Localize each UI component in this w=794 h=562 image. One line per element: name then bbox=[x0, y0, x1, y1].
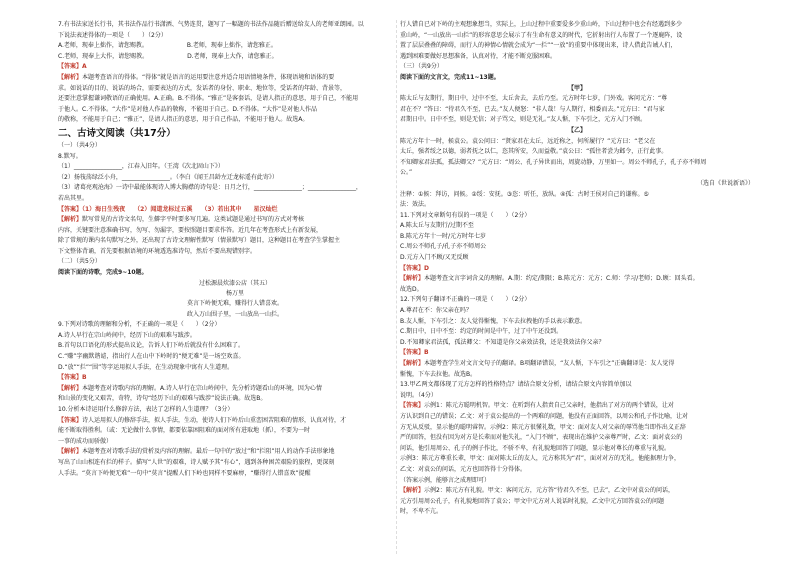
q12-options bbox=[400, 306, 754, 348]
option-line: D.元方入门不顾/又无反顾 bbox=[400, 254, 469, 262]
subsection-1: （一）（共4分） bbox=[58, 141, 101, 149]
passage-line: 陈太丘与友期行，期日中，过中不至，太丘舍去，去后乃至。元方时年七岁，门外戏。客问元方：“尊 bbox=[400, 95, 668, 103]
q9-head: 9.下列对诗歌的理解和分析，不正确的一项是（ ）（2分） bbox=[58, 321, 221, 329]
q8-analysis bbox=[58, 215, 412, 257]
analysis-line: 还要注意掌握谦词敬语的正确使用。A.正确。B.不得体。“雅正”是客套话，是请人指正的意思，用于自己，不能用 bbox=[58, 95, 359, 103]
analysis-line: 【解析】本题考查对诗歌手法的赏析及内容的理解。最后一句中的“放过”和“拦阻”用人的动作手法形象地 bbox=[58, 448, 335, 456]
analysis-line: 【解析】本题考查文言字词含义的理解。A.期：约定/期限；B.陈元方：元方；C.师：学习/老师；D.顾：回头看。 bbox=[400, 275, 699, 283]
analysis-tag: 【解析】 bbox=[58, 384, 83, 392]
question-line: 7.有书法家送长行书，其书法作品行书潇洒、气势连贯，题写了一幅题的书法作品随后赠送给友人的老师亚朗园。以 bbox=[58, 21, 364, 28]
answer-line: 一事的成功而骄傲） bbox=[58, 437, 113, 445]
answer-line: 【答案】诗人运用拟人的修辞手法，拟人手法，生动，使诗人们下岭后山重峦困苦阻难的情形，认真对待，才 bbox=[58, 416, 347, 424]
passage-line: 陈元方年十一时，候袁公。袁公问曰：“贤家君在太丘，远近称之，何所履行？”元方曰：“老父在 bbox=[400, 137, 656, 145]
question-line: A.老师，现奉上拙作，请您赐教。 B.老师，现奉上拙作，请您雅正。 bbox=[58, 42, 277, 50]
section-2-title: 二、古诗文阅读（共17分） bbox=[58, 127, 176, 139]
analysis-line: 元方引用周公孔子，有礼貌地回答了袁公；甲文中元方对人说话时礼貌，乙文中元方回答袁公的问题 bbox=[400, 497, 665, 505]
q11-answer: 【答案】D bbox=[400, 264, 429, 272]
passage-line: 不知卿家君法孤，孤法卿父？”元方曰：“周公、孔子异世而出，周旋动静，万里如一。周公不师孔子，孔子亦不师周 bbox=[400, 158, 707, 166]
passage-line: 君在不？”答曰：“待君久不至，已去。”友人便怒：“非人哉！与人期行，相委而去。”元方曰：“君与家 bbox=[400, 105, 665, 113]
q10-analysis-continued bbox=[400, 20, 754, 62]
passage-jia bbox=[400, 94, 754, 126]
q8-lines bbox=[58, 162, 412, 204]
q13-head-cont: 说明。（4分） bbox=[400, 391, 437, 399]
analysis-tag: 【答案】 bbox=[400, 402, 425, 410]
poem-author: 杨万里 bbox=[225, 290, 244, 298]
analysis-line: 重山岭，“一山放出一山拦”的形容意思会展示了有生命有意义的时代，它折射出行人布置了一个逐鹿阵，设 bbox=[400, 31, 683, 39]
option-line: A.陈太丘与友期行/过期不至 bbox=[400, 222, 474, 230]
q12-analysis bbox=[400, 359, 754, 380]
question-line: 若出其里。 bbox=[58, 194, 89, 202]
option-line: C.“赚”字幽默谐谑，指出行人在山中下岭时的“便无难”是一场空欢喜。 bbox=[58, 353, 245, 361]
poem-body bbox=[58, 299, 412, 320]
option-line: B.友人惭，下车引之：友人觉得惭愧，下车去拉拽他的手以表示歉意。 bbox=[400, 317, 587, 325]
question-line: 下说法表述得体的一项是（ ）（2分） bbox=[58, 31, 167, 39]
option-line: A.尊君在不：你父亲在吗？ bbox=[400, 307, 472, 315]
option-line: C.期日中，日中不至：约定的时间是中午，过了中午还没到。 bbox=[400, 328, 563, 336]
question-line: （2）扬筏荡绿泛小舟，________________。（李白《闻王昌龄左迁龙标遥有此寄》） bbox=[58, 173, 278, 181]
passage-jia-label: 【甲】 bbox=[567, 84, 586, 92]
analysis-line: 时，不卑不亢。 bbox=[400, 508, 443, 516]
option-line: B.首句以口语化的形式提出议论，告诉人们下岭后就没有什么困难了。 bbox=[58, 342, 245, 350]
analysis-line: 【解析】本题考查语言的得体。“得体”就是语言的运用要注意并适合用语情境条件，体现语境和语体的要 bbox=[58, 73, 335, 81]
passage-source: （选自《世说新语》） bbox=[696, 179, 754, 187]
analysis-line: 【解析】示例2：陈元方有礼貌。甲文：客问元方，元方答“待君久不至，已去”，乙文中对袁公的问话， bbox=[400, 487, 675, 495]
analysis-line: 惭愧，下车去拉他。故选B。 bbox=[400, 370, 477, 378]
left-page bbox=[58, 20, 412, 554]
answer-line: （答案示例，能够言之成理即可） bbox=[400, 476, 491, 484]
option-line: D.不知卿家君法孤，孤法卿父：不知道是你父亲效法我，还是我效法你父亲？ bbox=[400, 338, 605, 346]
q10-analysis bbox=[58, 447, 412, 479]
subsection-3: （三）（共9分） bbox=[400, 63, 443, 71]
passage-yi bbox=[400, 137, 754, 179]
q13-answer bbox=[400, 401, 754, 486]
passage-line: 太丘，强者绥之以德，弱者抚之以仁，恣其所安，久而益敬。”袁公曰：“孤往者尝为邺令，正行此事。 bbox=[400, 148, 668, 156]
q9-answer: 【答案】B bbox=[58, 374, 87, 382]
option-line: C.周公不师孔子/孔子亦不师周公 bbox=[400, 243, 487, 251]
analysis-line: 故选D。 bbox=[400, 285, 423, 293]
analysis-line: 内容，关键要注意准确书写，勿写、勿漏字，要按照题目要求作答。近几年在考查形式上有新发展， bbox=[58, 226, 323, 234]
answer-line: 方无从反驳，显示他的聪明睿智。示例2：陈元方很懂礼数，甲文：面对友人对父亲的辱骂他当即作出义正辞 bbox=[400, 423, 686, 431]
answer-line: 方认识到自己的错误；乙文：对于袁公提出的一个两难的问题，他没有正面回答，以周公和孔子作比喻，让对 bbox=[400, 412, 689, 420]
analysis-tag: 【解析】 bbox=[400, 275, 425, 283]
analysis-line: 行人错自已对下岭的主观想象想当，实际上，上山过程中重要爱多少重山岭，下山过程中也会有经遇到多少 bbox=[400, 21, 683, 28]
q7-answer: 【答案】A bbox=[58, 63, 87, 71]
question-line: （3）诸葛亮观沧海》一诗中最能体现诗人博大胸襟的诗句是：日月之行，________________；________________， bbox=[58, 184, 362, 192]
analysis-line: 求。如说话的目的、说话的场合，需要表达的方式，发话者的身份、职业、地位等，受话者的年龄、背景等， bbox=[58, 84, 347, 92]
analysis-line: 遇到困难要做好思想准备，认真对待，才能不断克服困难。 bbox=[400, 52, 557, 60]
q10-head: 10.分析本诗运用什么修辞方法，表达了怎样的人生道理？（3分） bbox=[58, 406, 234, 414]
reading-instruction: 阅读下面的诗歌，完成9~10题。 bbox=[58, 269, 148, 277]
passage-line: 公。” bbox=[400, 169, 413, 177]
poem-title: 过松源晨炊漆公店（其五） bbox=[198, 279, 271, 287]
option-line: B.陈元方年十一时/元方时年七岁 bbox=[400, 232, 487, 240]
analysis-line: 【解析】本题考查对诗歌内容的理解。A.诗人早行在宗山岭间中，先分析诗题看山的环境，因为心情 bbox=[58, 384, 322, 392]
q11-options bbox=[400, 221, 754, 263]
passage-yi-label: 【乙】 bbox=[567, 126, 586, 134]
q11-head: 11.下列对文章断句有误的一项是（ ）（2分） bbox=[400, 211, 531, 219]
question-7 bbox=[58, 20, 412, 62]
notes: 注释：①候：拜访，问候。②绥：安抚。③恣：听任，放纵。④孤：古时王侯对自己的谦称。⑤ bbox=[400, 190, 649, 198]
option-line: A.诗人早行在宗山岭间中，经历下山的艰难与跋涉。 bbox=[58, 331, 196, 339]
analysis-line: 下文整体背诵，首先要根据语境的环境透选准诗句，然后不要出现错别字。 bbox=[58, 247, 257, 255]
analysis-tag: 【答案】 bbox=[58, 416, 83, 424]
q8-head: 8.默写。 bbox=[58, 152, 82, 160]
option-line: D.“放”“拦”“围”等字运用拟人手法，在生动现象中寓有人生道理。 bbox=[58, 363, 234, 371]
analysis-tag: 【解析】 bbox=[58, 216, 83, 224]
q9-analysis bbox=[58, 384, 412, 405]
q12-head: 12.下列句子翻译不正确的一项是（ ）（2分） bbox=[400, 296, 531, 304]
analysis-line: 于他人。C.不得体。“大作”是对他人作品的敬称，不能用于自己。D.不得体。“大作”是对他人作品 bbox=[58, 105, 318, 113]
analysis-line: 置了层层叠叠的障碍，而行人的神情心情就会成为“一拦”“一放”的重要中体现出来，诗人借此告诫人们， bbox=[400, 42, 677, 50]
analysis-tag: 【解析】 bbox=[400, 360, 425, 367]
q13-analysis bbox=[400, 486, 754, 518]
analysis-line: 写出了山山相连有拦的样子。描写“人世”的艰难，诗人赋予其“有心”，遇到各种困苦艰险的旅程，更深刻 bbox=[58, 459, 335, 466]
q13-head: 13.甲乙两文都体现了元方怎样的性格特点？请结合原文分析，请结合原文内容简单加以 bbox=[400, 381, 632, 389]
answer-line: 乙文：对袁公的问话，元方也回答得十分得体。 bbox=[400, 465, 527, 473]
answer-line: 【答案】示例1：陈元方聪明机智。甲文：在听到有人指责自己父亲时，他指出了对方的两个错误，让对 bbox=[400, 402, 674, 410]
classical-reading-instruction: 阅读下面的文言文，完成11~13题。 bbox=[400, 73, 500, 81]
passage-line: 君期日中。日中不至，则是无信；对子骂父，则是无礼。”友人惭，下车引之，元方入门不顾。 bbox=[400, 116, 647, 124]
q10-answer bbox=[58, 416, 412, 448]
q12-answer: 【答案】B bbox=[400, 349, 429, 357]
analysis-tag: 【解析】 bbox=[58, 73, 83, 81]
q8-answer: 【答案】（1）海日生残夜 （2）闻道龙标过五溪 （3）若出其中 星汉灿烂 bbox=[58, 205, 278, 213]
question-line: C.老师，现奉上大作，请您赐教。 D.老师，现奉上大作，请您雅正。 bbox=[58, 52, 278, 60]
subsection-2: （二）（共5分） bbox=[58, 258, 101, 266]
analysis-line: 【解析】默写常见的古诗文名句，生僻字平时要多写几遍。这类试题是通过书写的方式对考核 bbox=[58, 216, 305, 224]
answer-line: 严的回答，但没有因为对方是长辈而对他失礼，“入门不顾”，表现出在维护父亲尊严时，乙文：面对袁公的 bbox=[400, 434, 683, 442]
poem-line: 政入万山围子里，一山放出一山拦。 bbox=[186, 310, 283, 318]
right-page bbox=[400, 20, 754, 554]
analysis-line: 【解析】本题考查学生对文言文句子的翻译。B项翻译错误，“友人惭，下车引之”正确翻译是：友人觉得 bbox=[400, 360, 675, 367]
analysis-line: 除了常规的课内名句默写之外，还出现了古诗文理解性默写（情景默写）题目，这种题目在考查学生掌握主 bbox=[58, 237, 341, 245]
answer-line: 示例3：陈元方尊重长辈，甲文：面对陈太丘的友人，元方称其为“君”，面对对方的无礼，他能据理力争， bbox=[400, 455, 681, 463]
q7-analysis bbox=[58, 73, 412, 126]
q11-analysis bbox=[400, 274, 754, 295]
analysis-tag: 【解析】 bbox=[58, 448, 83, 456]
question-line: （1）________________，江春入旧年。（王湾《次北固山下》） bbox=[58, 163, 224, 171]
answer-line: 问话，他引用周公、孔子的例子作比，不骄不卑，有礼貌地回答了问题，显示他对尊长的尊重与礼貌。 bbox=[400, 444, 671, 452]
answer-line: 能不断取得胜利。（或：无论做什么事情，都要依靠困阻难的面对所有进取地（抓），不要为一时 bbox=[58, 427, 311, 435]
analysis-tag: 【解析】 bbox=[400, 487, 425, 495]
q9-options bbox=[58, 331, 412, 373]
analysis-line: 人手法。“莫言下岭便无难”一句中“莫言”提醒人们下岭也同样不要麻痹，“赚得行人错喜欢”提醒 bbox=[58, 469, 311, 477]
analysis-line: 的敬称，不能用于自己；“雅正”，是请人指正的意思，用于自己作品，不能用于他人。故选A。 bbox=[58, 116, 309, 124]
notes-cont: 法：效法。 bbox=[400, 201, 431, 209]
analysis-line: 和山景的变化又艰苦，奇特，诗句“经历下山的艰难与跋涉”说法正确。故选B。 bbox=[58, 395, 267, 403]
poem-line: 莫言下岭便无难，赚得行人错喜欢。 bbox=[186, 300, 283, 308]
